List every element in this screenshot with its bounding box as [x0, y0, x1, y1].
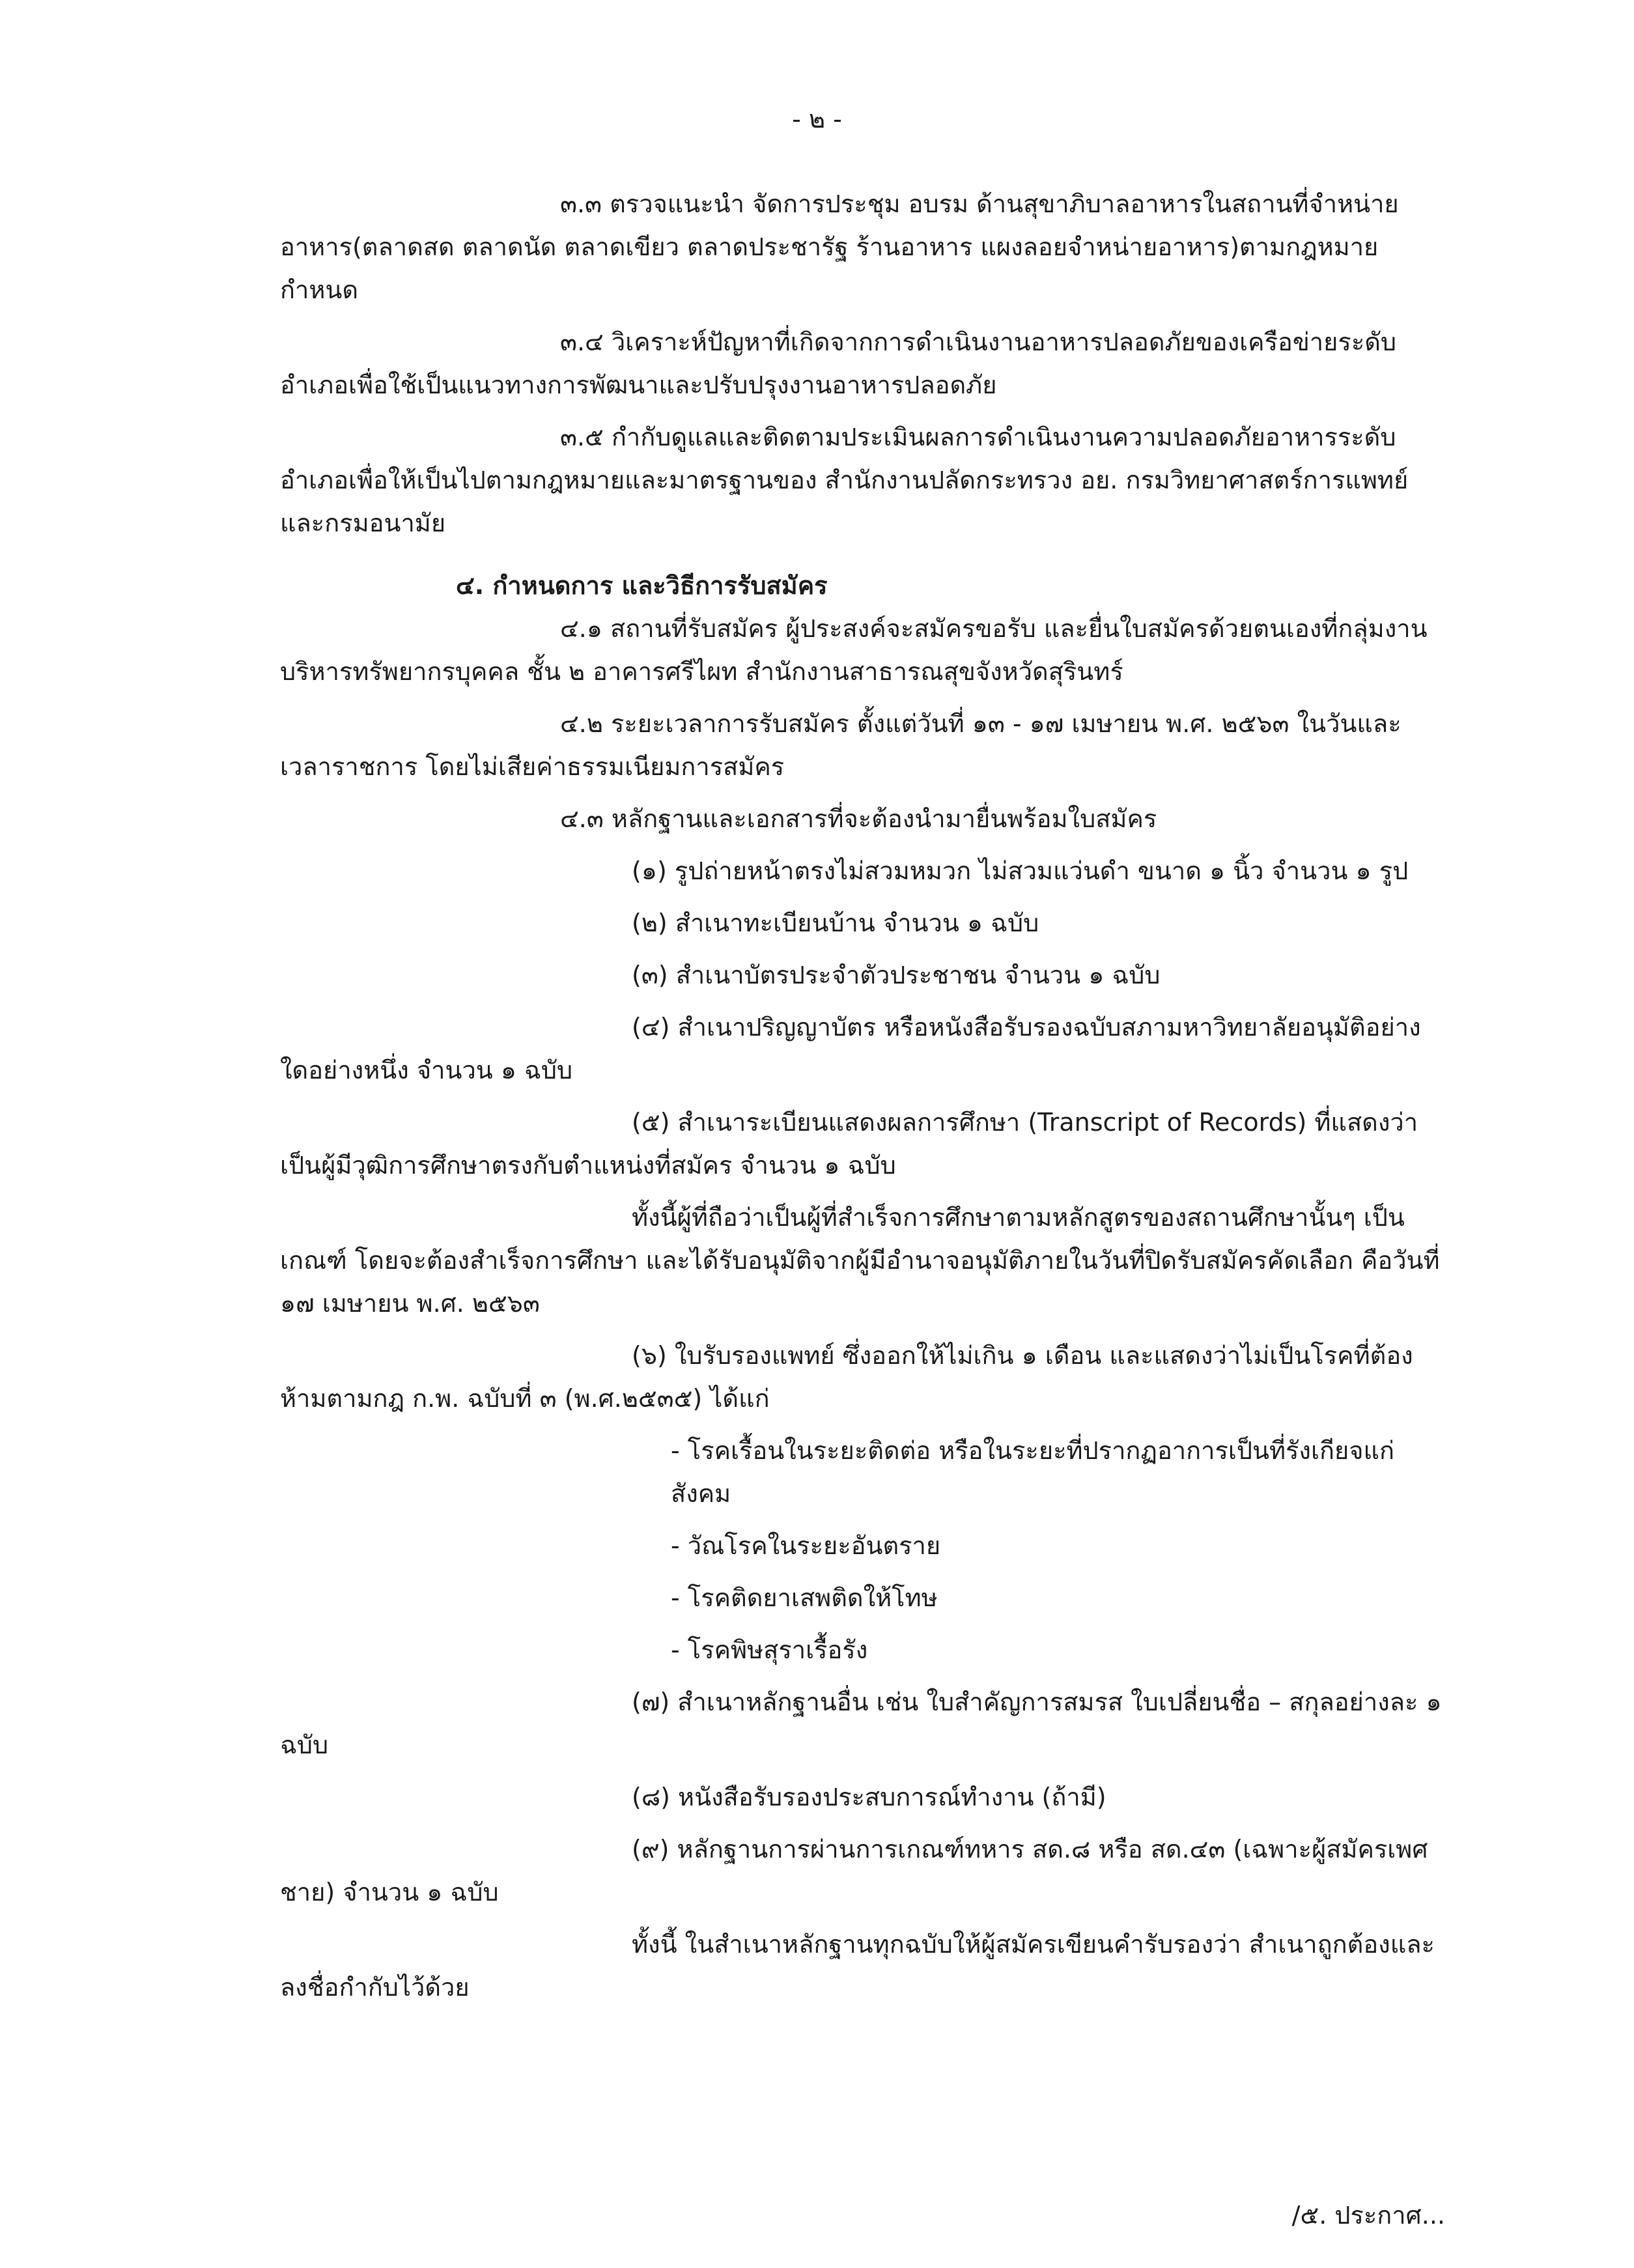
- footer-continuation: /๕. ประกาศ...: [1291, 2201, 1445, 2230]
- list-item-9: (๙) หลักฐานการผ่านการเกณฑ์ทหาร สด.๘ หรือ สด.๔๓ (เฉพาะผู้สมัครเพศชาย) จำนวน ๑ ฉบับ: [280, 1835, 1428, 1907]
- disease-item: - วัณโรคในระยะอันตราย: [671, 1531, 941, 1560]
- paragraph-4-3: ๔.๓ หลักฐานและเอกสารที่จะต้องนำมายื่นพร้อมใบสมัคร: [560, 804, 1157, 833]
- list-item-4: (๔) สำเนาปริญญาบัตร หรือหนังสือรับรองฉบับสภามหาวิทยาลัยอนุมัติอย่างใดอย่างหนึ่ง จำนวน ๑ ฉบับ: [280, 1013, 1421, 1084]
- section-heading-4: ๔. กำหนดการ และวิธีการรับสมัคร: [456, 571, 828, 600]
- list-item-1: (๑) รูปถ่ายหน้าตรงไม่สวมหมวก ไม่สวมแว่นดำ ขนาด ๑ นิ้ว จำนวน ๑ รูป: [632, 857, 1409, 885]
- disease-item: - โรคพิษสุราเรื้อรัง: [671, 1636, 868, 1664]
- paragraph-4-1: ๔.๑ สถานที่รับสมัคร ผู้ประสงค์จะสมัครขอรับ และยื่นใบสมัครด้วยตนเองที่กลุ่มงานบริหารทรัพยากรบุคคล ชั้น ๒ อาคารศรีไผท สำนักงานสาธารณสุขจังหวัดสุรินทร์: [280, 614, 1428, 686]
- disease-item: - โรคเรื้อนในระยะติดต่อ หรือในระยะที่ปรากฏอาการเป็นที่รังเกียจแก่สังคม: [671, 1436, 1394, 1508]
- disease-item: - โรคติดยาเสพติดให้โทษ: [671, 1583, 938, 1612]
- list-item-7: (๗) สำเนาหลักฐานอื่น เช่น ใบสำคัญการสมรส ใบเปลี่ยนชื่อ – สกุลอย่างละ ๑ ฉบับ: [280, 1688, 1442, 1759]
- paragraph-3-3: ๓.๓ ตรวจแนะนำ จัดการประชุม อบรม ด้านสุขาภิบาลอาหารในสถานที่จำหน่ายอาหาร(ตลาดสด ตลาดนัด ตลาดเขียว ตลาดประชารัฐ ร้านอาหาร แผงลอยจำหน่ายอาหาร)ตามกฎหมายกำหนด: [280, 190, 1399, 304]
- note-paragraph: ทั้งนี้ผู้ที่ถือว่าเป็นผู้ที่สำเร็จการศึกษาตามหลักสูตรของสถานศึกษานั้นๆ เป็นเกณฑ์ โดยจะต้องสำเร็จการศึกษา และได้รับอนุมัติจากผู้มีอำนาจอนุมัติภายในวันที่ปิดรับสมัครคัดเลือก คือวันที่ ๑๗ เมษายน พ.ศ. ๒๕๖๓: [280, 1203, 1440, 1318]
- list-item-8: (๘) หนังสือรับรองประสบการณ์ทำงาน (ถ้ามี): [632, 1783, 1106, 1811]
- document-body: [280, 182, 1446, 2009]
- list-item-6: (๖) ใบรับรองแพทย์ ซึ่งออกให้ไม่เกิน ๑ เดือน และแสดงว่าไม่เป็นโรคที่ต้องห้ามตามกฎ ก.พ. ฉบับที่ ๓ (พ.ศ.๒๕๓๕) ได้แก่: [280, 1341, 1413, 1413]
- paragraph-3-4: ๓.๔ วิเคราะห์ปัญหาที่เกิดจากการดำเนินงานอาหารปลอดภัยของเครือข่ายระดับอำเภอเพื่อใช้เป็นแนวทางการพัฒนาและปรับปรุงงานอาหารปลอดภัย: [280, 328, 1397, 399]
- page-number: - ๒ -: [792, 105, 842, 134]
- list-item-2: (๒) สำเนาทะเบียนบ้าน จำนวน ๑ ฉบับ: [632, 909, 1039, 937]
- list-item-5: (๕) สำเนาระเบียนแสดงผลการศึกษา (Transcript of Records) ที่แสดงว่าเป็นผู้มีวุฒิการศึกษาตรงกับตำแหน่งที่สมัคร จำนวน ๑ ฉบับ: [280, 1108, 1418, 1180]
- list-item-3: (๓) สำเนาบัตรประจำตัวประชาชน จำนวน ๑ ฉบับ: [632, 961, 1161, 989]
- paragraph-3-5: ๓.๕ กำกับดูแลและติดตามประเมินผลการดำเนินงานความปลอดภัยอาหารระดับอำเภอเพื่อให้เป็นไปตามกฎหมายและมาตรฐานของ สำนักงานปลัดกระทรวง อย. กรมวิทยาศาสตร์การแพทย์ และกรมอนามัย: [280, 423, 1409, 537]
- closing-note: ทั้งนี้ ในสำเนาหลักฐานทุกฉบับให้ผู้สมัครเขียนคำรับรองว่า สำเนาถูกต้องและลงชื่อกำกับไว้ด้วย: [280, 1930, 1435, 2002]
- paragraph-4-2: ๔.๒ ระยะเวลาการรับสมัคร ตั้งแต่วันที่ ๑๓ - ๑๗ เมษายน พ.ศ. ๒๕๖๓ ในวันและเวลาราชการ โดยไม่เสียค่าธรรมเนียมการสมัคร: [280, 709, 1402, 781]
